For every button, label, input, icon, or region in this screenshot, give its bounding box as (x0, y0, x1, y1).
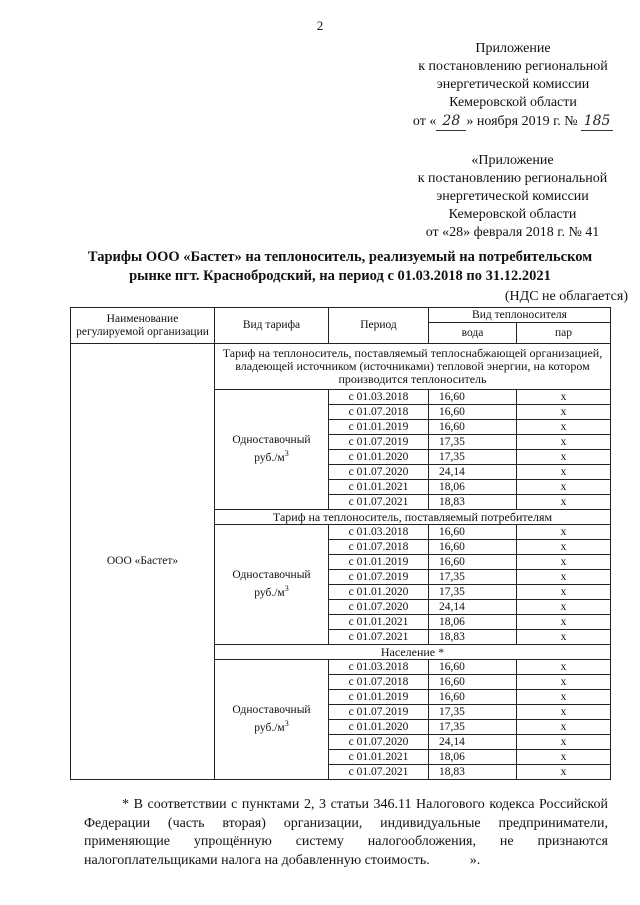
tariff-unit (219, 447, 324, 465)
header-water: вода (429, 323, 517, 344)
steam-value-cell: х (517, 570, 611, 585)
steam-value-cell: х (517, 600, 611, 615)
steam-value-cell: х (517, 615, 611, 630)
period-cell: с 01.01.2021 (329, 615, 429, 630)
period-cell: с 01.07.2021 (329, 495, 429, 510)
water-value-cell: 18,83 (429, 630, 517, 645)
period-cell: с 01.07.2020 (329, 465, 429, 480)
steam-value-cell: х (517, 765, 611, 780)
water-value-cell: 16,60 (429, 555, 517, 570)
period-cell: с 01.07.2018 (329, 405, 429, 420)
steam-value-cell: х (517, 495, 611, 510)
steam-value-cell: х (517, 390, 611, 405)
water-value-cell: 18,83 (429, 495, 517, 510)
steam-value-cell: х (517, 705, 611, 720)
steam-value-cell: х (517, 435, 611, 450)
header-carrier: Вид теплоносителя (429, 308, 611, 323)
water-value-cell: 16,60 (429, 675, 517, 690)
date-prefix: от « (412, 114, 437, 129)
appendix-new-line: Кемеровской области (449, 95, 577, 110)
steam-value-cell: х (517, 690, 611, 705)
period-cell: с 01.07.2018 (329, 540, 429, 555)
water-value-cell: 18,06 (429, 480, 517, 495)
tariff-type-label: Одноставочный (232, 434, 311, 447)
steam-value-cell: х (517, 720, 611, 735)
period-cell: с 01.01.2021 (329, 480, 429, 495)
water-value-cell: 18,06 (429, 615, 517, 630)
title-line-2: рынке пгт. Краснобродский, на период с 01.03.2018 по 31.12.2021 (129, 268, 551, 284)
period-cell: с 01.03.2018 (329, 390, 429, 405)
water-value-cell: 16,60 (429, 540, 517, 555)
water-value-cell: 17,35 (429, 435, 517, 450)
steam-value-cell: х (517, 735, 611, 750)
steam-value-cell: х (517, 660, 611, 675)
water-value-cell: 24,14 (429, 600, 517, 615)
water-value-cell: 16,60 (429, 405, 517, 420)
appendix-old-line: от «28» февраля 2018 г. № 41 (425, 225, 600, 240)
date-mid: » ноября 2019 г. № (466, 114, 578, 129)
period-cell: с 01.07.2018 (329, 675, 429, 690)
footnote-end: ». (469, 852, 481, 868)
period-cell: с 01.07.2019 (329, 570, 429, 585)
water-value-cell: 16,60 (429, 420, 517, 435)
steam-value-cell: х (517, 405, 611, 420)
tariff-unit-power: 3 (284, 719, 289, 729)
page-number: 2 (316, 18, 324, 33)
steam-value-cell: х (517, 480, 611, 495)
header-tariff-type: Вид тарифа (215, 308, 329, 344)
period-cell: с 01.01.2019 (329, 690, 429, 705)
water-value-cell: 24,14 (429, 465, 517, 480)
section-title: Тариф на теплоноситель, поставляемый потребителям (215, 510, 611, 525)
appendix-new-date (388, 112, 638, 131)
steam-value-cell: х (517, 420, 611, 435)
section-title: Население * (215, 645, 611, 660)
water-value-cell: 17,35 (429, 585, 517, 600)
tariff-type-label: Одноставочный (232, 704, 311, 717)
steam-value-cell: х (517, 675, 611, 690)
tariff-type-cell (215, 525, 329, 645)
steam-value-cell: х (517, 540, 611, 555)
tariff-unit (219, 717, 324, 735)
header-steam: пар (517, 323, 611, 344)
period-cell: с 01.01.2019 (329, 420, 429, 435)
tariff-type-cell (215, 660, 329, 780)
tariff-unit-text: руб./м (254, 721, 285, 734)
tariff-type-label: Одноставочный (232, 569, 311, 582)
water-value-cell: 16,60 (429, 690, 517, 705)
water-value-cell: 16,60 (429, 390, 517, 405)
water-value-cell: 16,60 (429, 660, 517, 675)
period-cell: с 01.07.2019 (329, 705, 429, 720)
footnote (84, 796, 608, 870)
section-title: Тариф на теплоноситель, поставляемый теплоснабжающей организацией, владеющей источником (источниками) тепловой энергии, на котором производится теплоноситель (215, 344, 611, 390)
steam-value-cell: х (517, 750, 611, 765)
steam-value-cell: х (517, 630, 611, 645)
appendix-old-line: Кемеровской области (448, 207, 577, 222)
period-cell: с 01.07.2020 (329, 735, 429, 750)
appendix-old (400, 152, 625, 242)
appendix-new (388, 40, 638, 131)
water-value-cell: 24,14 (429, 735, 517, 750)
appendix-old-line: к постановлению региональной (417, 171, 608, 186)
tariff-unit (219, 582, 324, 600)
period-cell: с 01.01.2020 (329, 450, 429, 465)
period-cell: с 01.01.2020 (329, 720, 429, 735)
steam-value-cell: х (517, 525, 611, 540)
footnote-text: * В соответствии с пунктами 2, 3 статьи 346.11 Налогового кодекса Российской Федерации (часть вторая) организации, индивидуальные предприниматели, применяющие упрощённую систему налогообложения, не признаются налогоплательщиками налога на добавленную стоимость. (84, 797, 608, 868)
steam-value-cell: х (517, 465, 611, 480)
table-header-row (71, 308, 611, 323)
water-value-cell: 18,06 (429, 750, 517, 765)
steam-value-cell: х (517, 555, 611, 570)
tariff-unit-text: руб./м (254, 586, 285, 599)
period-cell: с 01.07.2020 (329, 600, 429, 615)
date-day-handwritten: 28 (436, 112, 466, 131)
appendix-old-line: энергетической комиссии (436, 189, 589, 204)
title-line-1: Тарифы ООО «Бастет» на теплоноситель, реализуемый на потребительском (87, 249, 593, 265)
appendix-new-line: энергетической комиссии (436, 77, 590, 92)
period-cell: с 01.07.2019 (329, 435, 429, 450)
water-value-cell: 16,60 (429, 525, 517, 540)
organization-name: ООО «Бастет» (71, 344, 215, 780)
tariff-table (70, 307, 611, 780)
appendix-new-line: к постановлению региональной (418, 59, 608, 74)
period-cell: с 01.03.2018 (329, 660, 429, 675)
period-cell: с 01.01.2021 (329, 750, 429, 765)
tariff-unit-text: руб./м (254, 451, 285, 464)
period-cell: с 01.07.2021 (329, 765, 429, 780)
tariff-table-body (71, 308, 611, 780)
period-cell: с 01.07.2021 (329, 630, 429, 645)
period-cell: с 01.03.2018 (329, 525, 429, 540)
water-value-cell: 18,83 (429, 765, 517, 780)
vat-note: (НДС не облагается) (504, 289, 628, 304)
period-cell: с 01.01.2019 (329, 555, 429, 570)
appendix-new-line: Приложение (475, 41, 551, 56)
period-cell: с 01.01.2020 (329, 585, 429, 600)
tariff-type-cell (215, 390, 329, 510)
water-value-cell: 17,35 (429, 720, 517, 735)
steam-value-cell: х (517, 585, 611, 600)
document-title (60, 248, 620, 286)
header-organization: Наименование регулируемой организации (71, 308, 215, 344)
tariff-unit-power: 3 (284, 449, 289, 459)
document-number-handwritten: 185 (581, 112, 613, 131)
water-value-cell: 17,35 (429, 450, 517, 465)
header-period: Период (329, 308, 429, 344)
water-value-cell: 17,35 (429, 705, 517, 720)
appendix-old-line: «Приложение (471, 153, 554, 168)
steam-value-cell: х (517, 450, 611, 465)
section-title-row (71, 344, 611, 390)
tariff-unit-power: 3 (284, 584, 289, 594)
water-value-cell: 17,35 (429, 570, 517, 585)
